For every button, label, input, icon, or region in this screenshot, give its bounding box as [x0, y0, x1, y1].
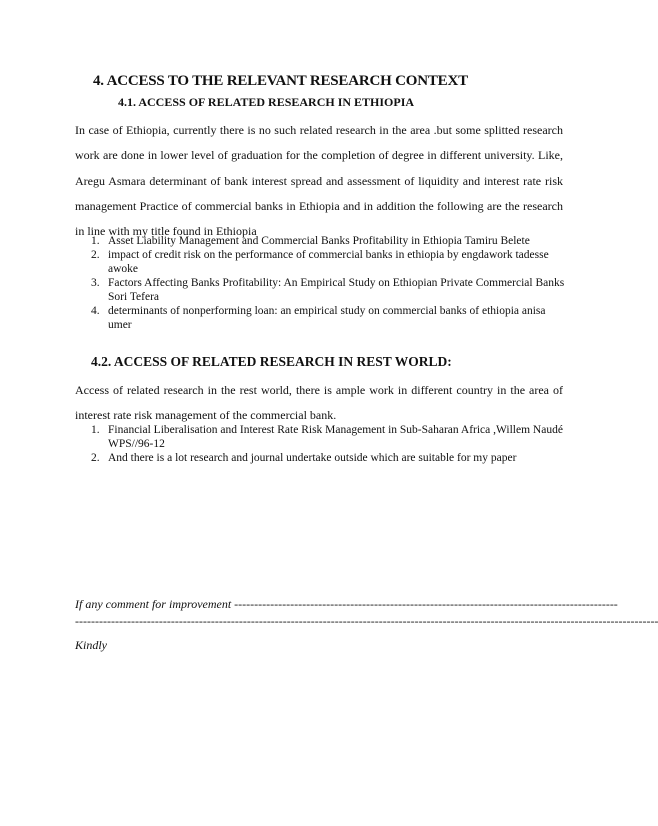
list-item-text: Financial Liberalisation and Interest Rate Risk Management in Sub-Saharan Africa ,Willem Naudé WPS//96-12	[108, 424, 563, 450]
list-item-number: 1.	[91, 424, 100, 436]
rest-world-research-list	[75, 423, 565, 465]
list-item-text: impact of credit risk on the performance of commercial banks in ethiopia by engdawork tadesse awoke	[108, 249, 549, 275]
subsection-heading-ethiopia: 4.1. ACCESS OF RELATED RESEARCH IN ETHIOPIA	[118, 95, 415, 109]
list-item-text: Asset Liability Management and Commercial Banks Profitability in Ethiopia Tamiru Belete	[108, 235, 530, 247]
list-item-number: 4.	[91, 305, 100, 317]
list-item	[75, 423, 565, 451]
dash-separator-line: --------------------------------------------------------------------------------------------------------------------------------------------------	[75, 614, 658, 628]
comment-request-line: If any comment for improvement ------------------------------------------------------------------------------------------------	[75, 597, 618, 611]
ethiopia-research-list	[75, 234, 565, 332]
subsection-heading-rest-world: 4.2. ACCESS OF RELATED RESEARCH IN REST WORLD:	[91, 354, 452, 369]
list-item	[75, 234, 565, 248]
closing-text: Kindly	[75, 638, 107, 652]
paragraph-ethiopia: In case of Ethiopia, currently there is no such related research in the area .but some splitted research work are done in lower level of graduation for the completion of degree in different university. Like, Aregu Asmara determinant of bank interest spread and assessment of liquidity and interest rate risk management Practice of commercial banks in Ethiopia and in addition the following are the research in line with my title found in Ethiopia	[75, 123, 563, 239]
list-item-text: Factors Affecting Banks Profitability: An Empirical Study on Ethiopian Private Commercial Banks Sori Tefera	[108, 277, 565, 303]
list-item	[75, 248, 565, 276]
section-heading: 4. ACCESS TO THE RELEVANT RESEARCH CONTEXT	[93, 73, 468, 89]
list-item-number: 3.	[91, 277, 100, 289]
list-item-number: 1.	[91, 235, 100, 247]
paragraph-rest-world: Access of related research in the rest world, there is ample work in different country in the area of interest rate risk management of the commercial bank.	[75, 383, 563, 423]
list-item	[75, 304, 565, 332]
list-item-text: And there is a lot research and journal undertake outside which are suitable for my paper	[108, 452, 517, 464]
list-item-text: determinants of nonperforming loan: an empirical study on commercial banks of ethiopia anisa umer	[108, 305, 546, 331]
list-item	[75, 276, 565, 304]
list-item-number: 2.	[91, 452, 100, 464]
list-item	[75, 451, 565, 465]
list-item-number: 2.	[91, 249, 100, 261]
